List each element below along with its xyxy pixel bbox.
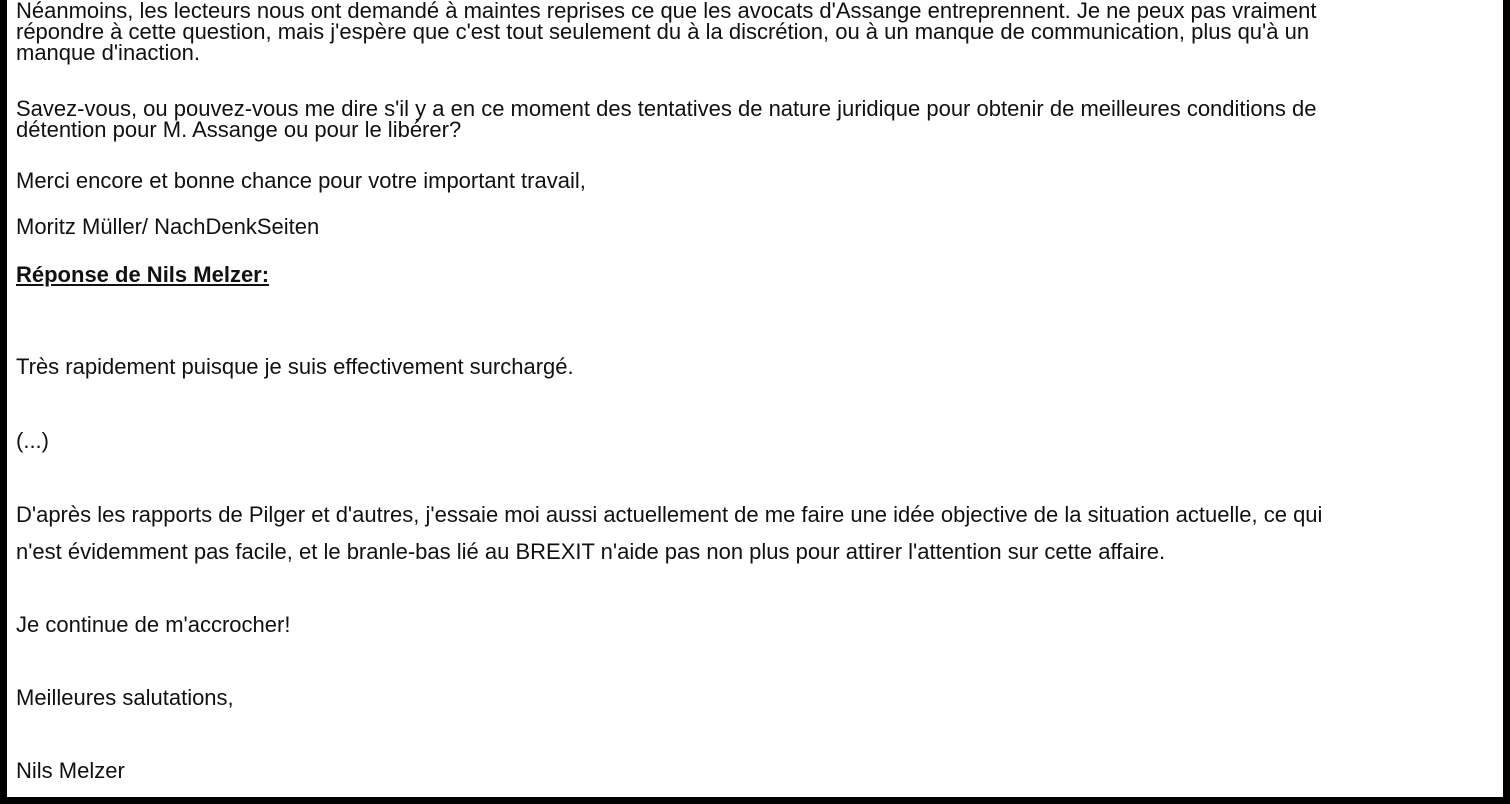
question-signature: Moritz Müller/ NachDenkSeiten xyxy=(16,214,320,239)
question-closing: Merci encore et bonne chance pour votre important travail, xyxy=(16,168,586,193)
text-line: manque d'inaction. xyxy=(16,40,200,65)
answer-ellipsis: (...) xyxy=(16,428,49,453)
answer-closing: Meilleures salutations, xyxy=(16,685,234,710)
text-line: Néanmoins, les lecteurs nous ont demandé à maintes reprises ce que les avocats d'Assange entreprennent. Je ne peux pas vraiment xyxy=(16,0,1317,23)
question-paragraph-1 xyxy=(16,0,1317,63)
text-line: répondre à cette question, mais j'espère que c'est tout seulement du à la discrétion, ou à un manque de communication, plus qu'à un xyxy=(16,19,1310,44)
text-line: D'après les rapports de Pilger et d'autres, j'essaie moi aussi actuellement de me faire une idée objective de la situation actuelle, ce qui xyxy=(16,502,1323,527)
answer-signature: Nils Melzer xyxy=(16,758,125,783)
answer-paragraph xyxy=(16,496,1322,570)
answer-line-2: Je continue de m'accrocher! xyxy=(16,612,291,637)
text-line: n'est évidemment pas facile, et le branle-bas lié au BREXIT n'aide pas non plus pour attirer l'attention sur cette affaire. xyxy=(16,539,1166,564)
text-line: détention pour M. Assange ou pour le libérer? xyxy=(16,117,462,142)
text-line: Savez-vous, ou pouvez-vous me dire s'il y a en ce moment des tentatives de nature juridique pour obtenir de meilleures conditions de xyxy=(16,96,1317,121)
question-paragraph-2 xyxy=(16,98,1316,140)
answer-line-1: Très rapidement puisque je suis effectivement surchargé. xyxy=(16,354,574,379)
answer-heading: Réponse de Nils Melzer: xyxy=(16,262,270,287)
